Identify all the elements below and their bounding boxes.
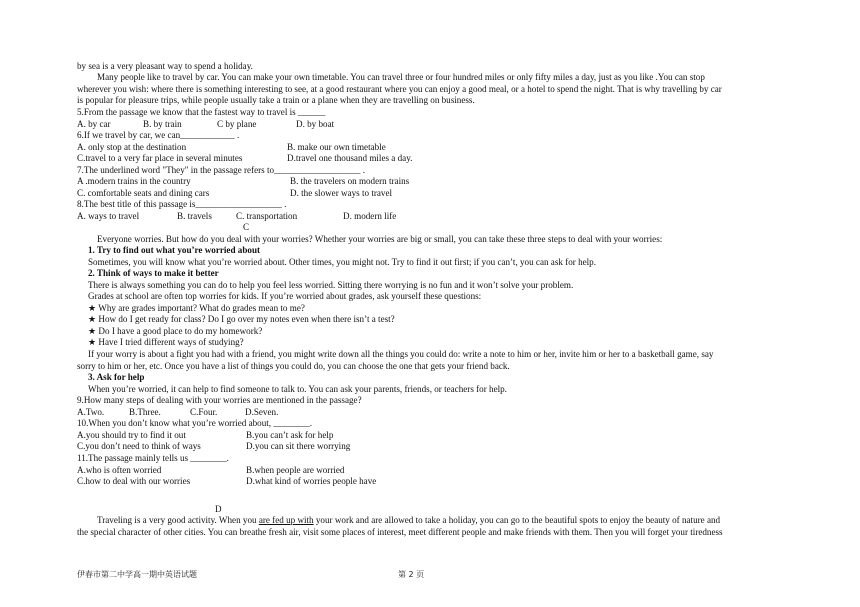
passage-d-text: your work and are allowed to take a holiday, you can go to the beautiful spots to enjoy the beauty of nature and — [313, 515, 721, 525]
step-2-text: If your worry is about a fight you had with a friend, you might write down all the things you could do: write a note to him or her, invite him or her to a basketball game, say — [88, 349, 714, 359]
option-d: D.you can sit there worrying — [246, 441, 351, 451]
bullet-item: ★ How do I get ready for class? Do I go over my notes even when there isn’t a test? — [88, 314, 395, 324]
option-b: B. by train — [143, 119, 182, 129]
option-d: D.travel one thousand miles a day. — [287, 153, 413, 163]
question-11-options-row2 — [77, 476, 789, 488]
footer-exam-title: 伊春市第二中学高一期中英语试题 — [77, 570, 197, 579]
option-c: C.how to deal with our worries — [77, 476, 191, 486]
option-d: D.what kind of worries people have — [246, 476, 377, 486]
option-b: B.Three. — [129, 407, 161, 417]
bullet-item: ★ Do I have a good place to do my homework? — [88, 326, 263, 336]
question-11: 11.The passage mainly tells us ________. — [77, 453, 229, 463]
option-b: B.when people are worried — [246, 465, 345, 475]
question-9: 9.How many steps of dealing with your worries are mentioned in the passage? — [77, 395, 362, 405]
step-2-text: Grades at school are often top worries for kids. If you’re worried about grades, ask yourself these questions: — [88, 291, 482, 301]
option-a: A .modern trains in the country — [77, 176, 191, 186]
option-c: C.you don’t need to think of ways — [77, 441, 201, 451]
step-1-text: Sometimes, you will know what you’re worried about. Other times, you might not. Try to find it out first; if you can’t, you can ask for help. — [88, 257, 597, 267]
passage-b-paragraph-line: is popular for pleasure trips, while people usually take a train or a plane when they are travelling on business. — [77, 95, 475, 105]
option-b: B. make our own timetable — [287, 142, 386, 152]
question-7: 7.The underlined word "They" in the passage refers to___________________ . — [77, 165, 366, 175]
option-c: C.travel to a very far place in several minutes — [77, 153, 243, 163]
option-c: C by plane — [217, 119, 257, 129]
option-a: A.who is often worried — [77, 465, 162, 475]
passage-d-text: Traveling is a very good activity. When you — [97, 515, 259, 525]
option-b: B.you can’t ask for help — [246, 430, 334, 440]
step-2-heading: 2. Think of ways to make it better — [88, 268, 219, 278]
passage-d-line — [77, 515, 789, 527]
option-a: A.you should try to find it out — [77, 430, 186, 440]
question-8-options — [77, 211, 789, 223]
question-10-options-row2 — [77, 441, 789, 453]
footer-page-number: 第 2 页 — [398, 570, 425, 579]
passage-b-paragraph-line: wherever you wish: where there is something interesting to see, at a good restaurant where you can enjoy a good meal, or a hotel to spend the night. That is why travelling by car — [77, 84, 722, 94]
bullet-item: ★ Have I tried different ways of studying? — [88, 337, 244, 347]
passage-b-paragraph-line: Many people like to travel by car. You can make your own timetable. You can travel three or four hundred miles or only fifty miles a day, just as you like .You can stop — [97, 72, 705, 82]
question-6: 6.If we travel by car, we can____________ . — [77, 130, 240, 140]
bullet-item: ★ Why are grades important? What do grades mean to me? — [88, 303, 305, 313]
step-2-text: There is always something you can do to help you feel less worried. Sitting there worrying is no fun and it won’t solve your problem. — [88, 280, 574, 290]
passage-b-line: by sea is a very pleasant way to spend a holiday. — [77, 61, 253, 71]
question-8: 8.The best title of this passage is___________________ . — [77, 199, 287, 209]
question-7-options-row1 — [77, 176, 789, 188]
step-3-text: When you’re worried, it can help to find someone to talk to. You can ask your parents, friends, or teachers for help. — [88, 384, 507, 394]
option-a: A. ways to travel — [77, 211, 140, 221]
step-3-heading: 3. Ask for help — [88, 372, 145, 382]
option-a: A.Two. — [77, 407, 105, 417]
section-d-heading: D — [215, 504, 222, 514]
step-2-text: sorry to him or her, etc. Once you have a list of things you could do, you can choose the one that gets your friend back. — [77, 361, 510, 371]
option-c: C. comfortable seats and dining cars — [77, 188, 210, 198]
option-b: B. travels — [177, 211, 212, 221]
option-d: D. modern life — [343, 211, 397, 221]
option-c: C.Four. — [190, 407, 218, 417]
option-b: B. the travelers on modern trains — [290, 176, 410, 186]
option-a: A. only stop at the destination — [77, 142, 187, 152]
passage-c-intro: Everyone worries. But how do you deal with your worries? Whether your worries are big or small, you can take these three steps to deal with your worries: — [97, 234, 663, 244]
underlined-phrase: are fed up with — [258, 515, 314, 525]
section-c-heading: C — [243, 222, 250, 232]
option-a: A. by car — [77, 119, 111, 129]
question-10: 10.When you don’t know what you’re worried about, ________. — [77, 418, 312, 428]
option-d: D. the slower ways to travel — [290, 188, 393, 198]
question-5: 5.From the passage we know that the fastest way to travel is ______ — [77, 107, 326, 117]
option-d: D.Seven. — [245, 407, 279, 417]
passage-d-line: the special character of other cities. You can breathe fresh air, visit some places of interest, meet different people and make friends with them. Then you will forget your tiredness — [77, 527, 723, 537]
option-c: C. transportation — [236, 211, 298, 221]
step-1-heading: 1. Try to find out what you’re worried about — [88, 245, 261, 255]
option-d: D. by boat — [296, 119, 335, 129]
question-6-options-row2 — [77, 153, 789, 165]
